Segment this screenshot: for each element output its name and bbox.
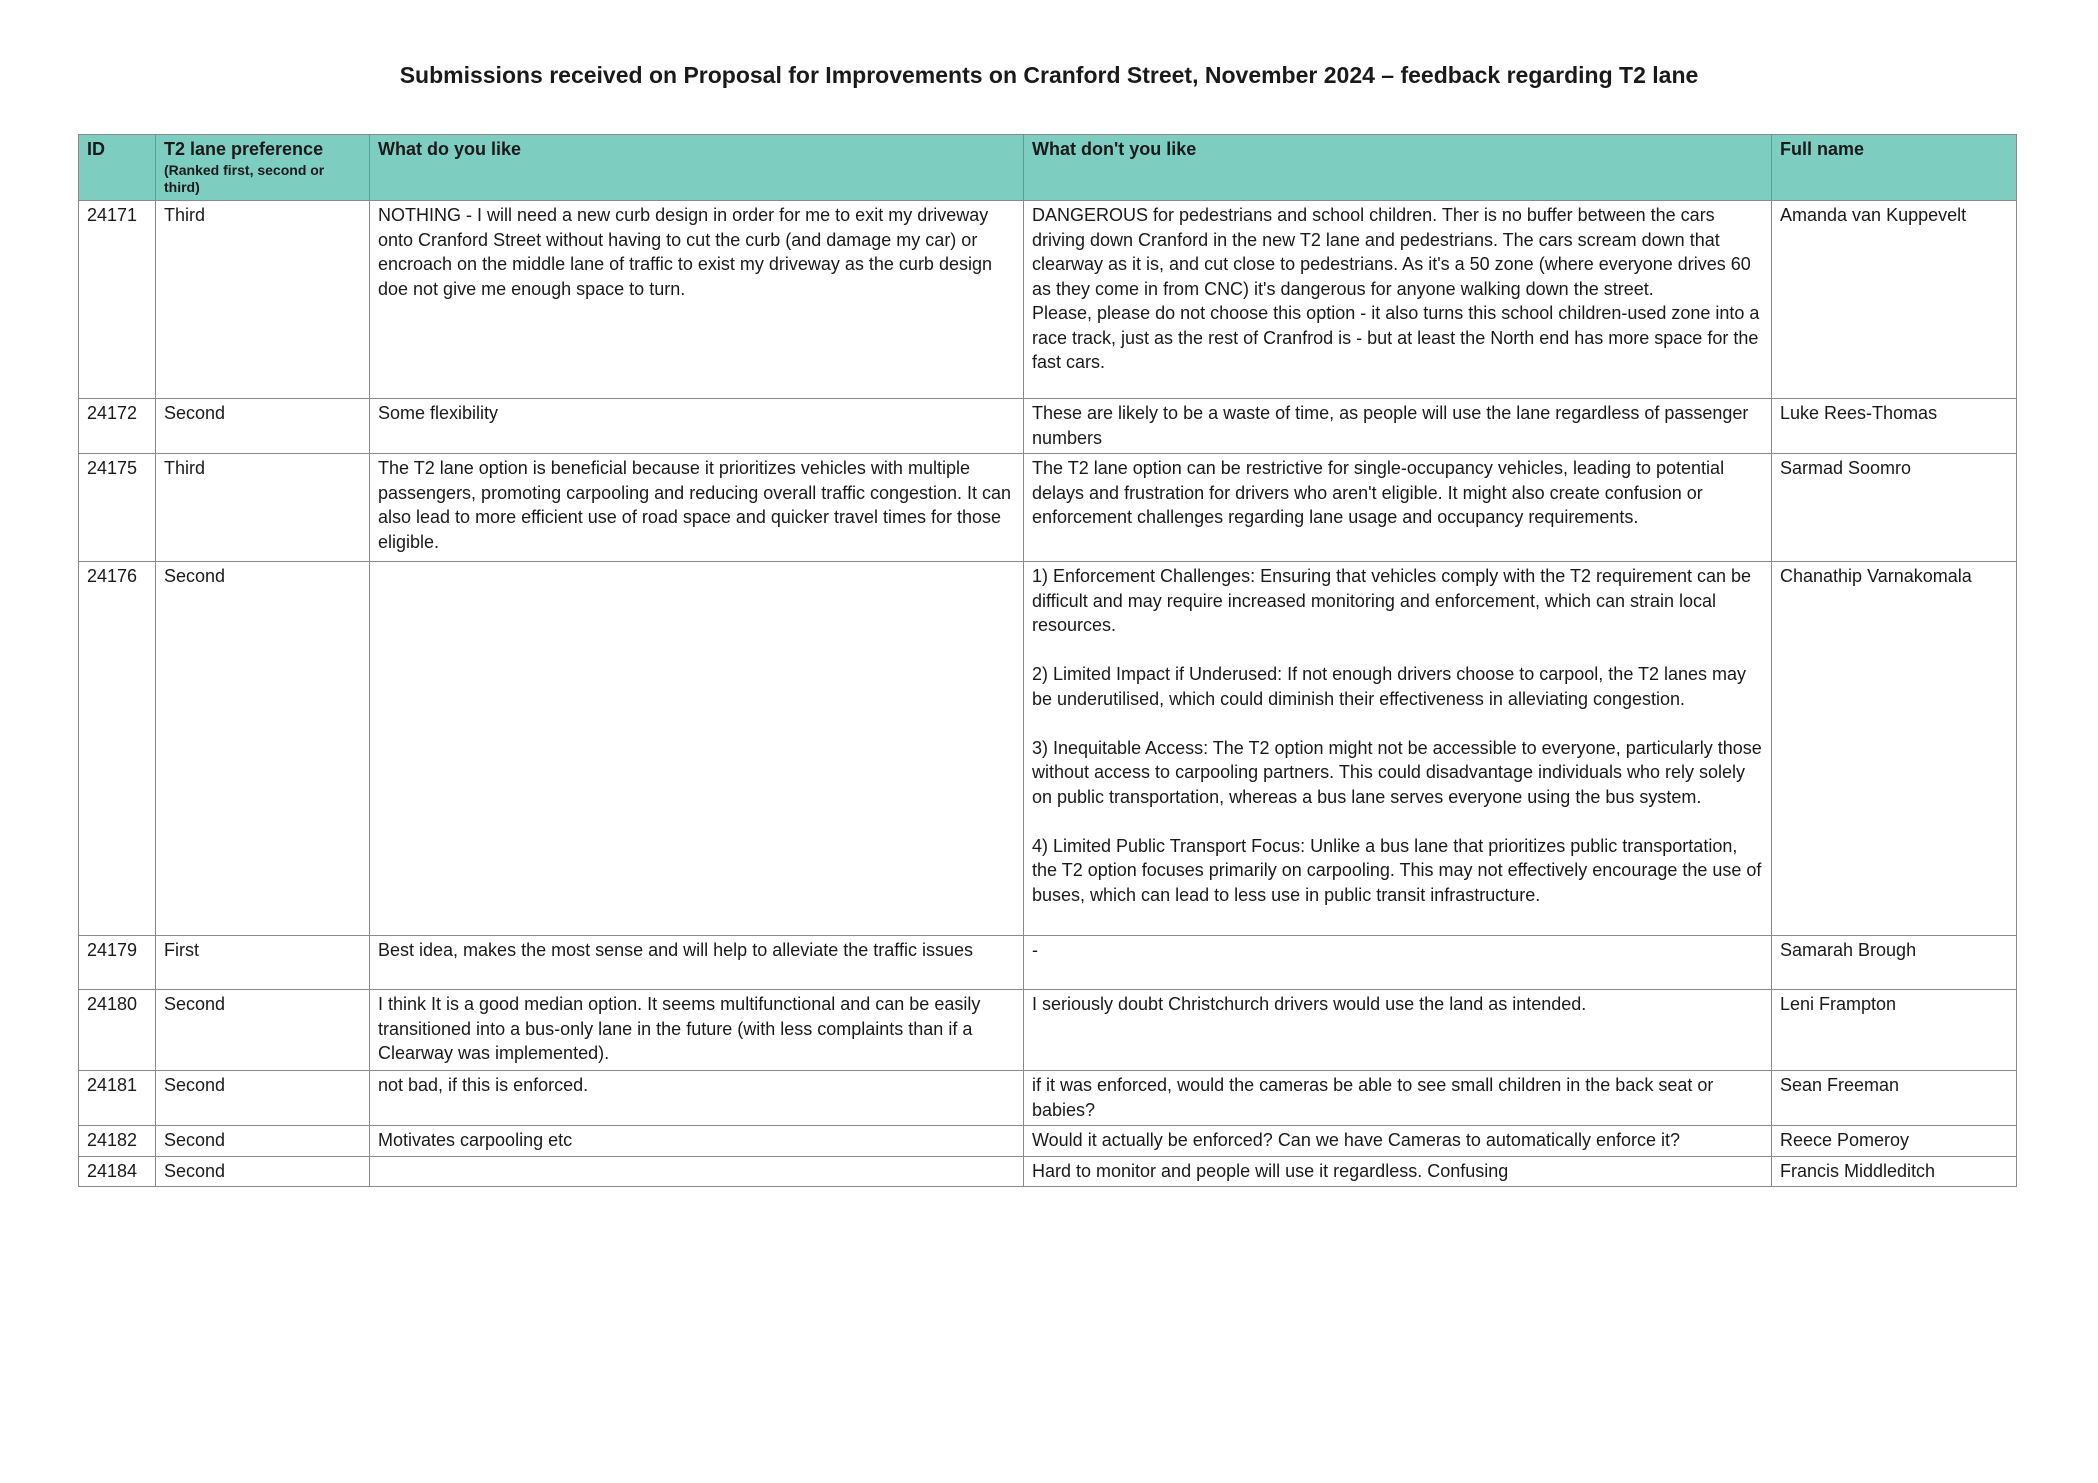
cell-dislike: [1024, 1156, 1772, 1187]
dislike-paragraph: 1) Enforcement Challenges: Ensuring that vehicles comply with the T2 requirement can be difficult and may require increased monitoring and enforcement, which can strain local resources.: [1032, 566, 1752, 635]
cell-preference: Third: [156, 201, 370, 399]
header-like: What do you like: [370, 135, 1024, 201]
cell-preference: Second: [156, 1156, 370, 1187]
cell-id: 24172: [79, 399, 156, 454]
cell-name: Sarmad Soomro: [1772, 454, 2017, 562]
table-row: [79, 1071, 2017, 1126]
table-row: [79, 562, 2017, 936]
dislike-paragraph: if it was enforced, would the cameras be able to see small children in the back seat or babies?: [1032, 1075, 1714, 1120]
dislike-paragraph: These are likely to be a waste of time, as people will use the lane regardless of passenger numbers: [1032, 403, 1749, 448]
header-name: Full name: [1772, 135, 2017, 201]
table-row: [79, 936, 2017, 990]
header-preference: [156, 135, 370, 201]
cell-name: Luke Rees-Thomas: [1772, 399, 2017, 454]
cell-name: Samarah Brough: [1772, 936, 2017, 990]
header-id: ID: [79, 135, 156, 201]
cell-name: Sean Freeman: [1772, 1071, 2017, 1126]
cell-name: Leni Frampton: [1772, 990, 2017, 1071]
cell-id: 24175: [79, 454, 156, 562]
cell-name: Amanda van Kuppevelt: [1772, 201, 2017, 399]
cell-id: 24176: [79, 562, 156, 936]
submissions-table: [78, 134, 2017, 1187]
cell-like: Motivates carpooling etc: [370, 1126, 1024, 1157]
cell-preference: Second: [156, 562, 370, 936]
header-dislike: What don't you like: [1024, 135, 1772, 201]
table-row: [79, 399, 2017, 454]
cell-like: not bad, if this is enforced.: [370, 1071, 1024, 1126]
cell-dislike: [1024, 201, 1772, 399]
cell-like: I think It is a good median option. It seems multifunctional and can be easily transitioned into a bus-only lane in the future (with less complaints than if a Clearway was implemented).: [370, 990, 1024, 1071]
cell-name: Chanathip Varnakomala: [1772, 562, 2017, 936]
dislike-paragraph: 4) Limited Public Transport Focus: Unlike a bus lane that prioritizes public transportation, the T2 option focuses primarily on carpooling. This may not effectively encourage the use of buses, which can lead to less use in public transit infrastructure.: [1032, 835, 1762, 905]
cell-id: 24180: [79, 990, 156, 1071]
cell-dislike: [1024, 990, 1772, 1071]
table-row: [79, 990, 2017, 1071]
header-preference-note: (Ranked first, second or third): [164, 161, 325, 195]
cell-dislike: [1024, 399, 1772, 454]
cell-dislike: [1024, 936, 1772, 990]
table-row: [79, 1156, 2017, 1187]
cell-id: 24182: [79, 1126, 156, 1157]
cell-like: Best idea, makes the most sense and will help to alleviate the traffic issues: [370, 936, 1024, 990]
dislike-paragraph: I seriously doubt Christchurch drivers would use the land as intended.: [1032, 994, 1587, 1014]
dislike-paragraph: 3) Inequitable Access: The T2 option might not be accessible to everyone, particularly those without access to carpooling partners. This could disadvantage individuals who rely solely on public transportation, whereas a bus lane serves everyone using the bus system.: [1032, 737, 1762, 807]
table-body: [79, 201, 2017, 1187]
cell-id: 24184: [79, 1156, 156, 1187]
cell-preference: Second: [156, 1071, 370, 1126]
cell-preference: First: [156, 936, 370, 990]
page-title: Submissions received on Proposal for Improvements on Cranford Street, November 2024 – feedback regarding T2 lane: [399, 62, 1699, 88]
cell-like: The T2 lane option is beneficial because it prioritizes vehicles with multiple passengers, promoting carpooling and reducing overall traffic congestion. It can also lead to more efficient use of road space and quicker travel times for those eligible.: [370, 454, 1024, 562]
table-header-row: [79, 135, 2017, 201]
dislike-paragraph: 2) Limited Impact if Underused: If not enough drivers choose to carpool, the T2 lanes may be underutilised, which could diminish their effectiveness in alleviating congestion.: [1032, 664, 1747, 709]
table-row: [79, 1126, 2017, 1157]
table-row: [79, 454, 2017, 562]
cell-name: Francis Middleditch: [1772, 1156, 2017, 1187]
cell-id: 24171: [79, 201, 156, 399]
dislike-paragraph: DANGEROUS for pedestrians and school children. Ther is no buffer between the cars driving down Cranford in the new T2 lane and pedestrians. The cars scream down that clearway as it is, and cut close to pedestrians. As it's a 50 zone (where everyone drives 60 as they come in from CNC) it's dangerous for anyone walking down the street.: [1032, 205, 1751, 299]
table-header: [79, 135, 2017, 201]
cell-like: [370, 562, 1024, 936]
cell-dislike: [1024, 454, 1772, 562]
dislike-paragraph: Hard to monitor and people will use it regardless. Confusing: [1032, 1160, 1509, 1181]
cell-name: Reece Pomeroy: [1772, 1126, 2017, 1157]
cell-id: 24179: [79, 936, 156, 990]
dislike-paragraph: -: [1032, 940, 1038, 960]
cell-preference: Second: [156, 990, 370, 1071]
dislike-paragraph: Would it actually be enforced? Can we have Cameras to automatically enforce it?: [1032, 1130, 1681, 1150]
cell-dislike: [1024, 1126, 1772, 1157]
cell-like: [370, 1156, 1024, 1187]
cell-like: NOTHING - I will need a new curb design in order for me to exit my driveway onto Cranford Street without having to cut the curb (and damage my car) or encroach on the middle lane of traffic to exist my driveway as the curb design doe not give me enough space to turn.: [370, 201, 1024, 399]
dislike-paragraph: The T2 lane option can be restrictive for single-occupancy vehicles, leading to potential delays and frustration for drivers who aren't eligible. It might also create confusion or enforcement challenges regarding lane usage and occupancy requirements.: [1032, 458, 1725, 527]
cell-preference: Second: [156, 399, 370, 454]
cell-preference: Third: [156, 454, 370, 562]
table-row: [79, 201, 2017, 399]
cell-preference: Second: [156, 1126, 370, 1157]
header-preference-label: T2 lane preference: [164, 139, 324, 159]
dislike-paragraph: Please, please do not choose this option - it also turns this school children-used zone into a race track, just as the rest of Cranfrod is - but at least the North end has more space for the fast cars.: [1032, 303, 1760, 372]
cell-dislike: [1024, 1071, 1772, 1126]
cell-dislike: [1024, 562, 1772, 936]
cell-like: Some flexibility: [370, 399, 1024, 454]
cell-id: 24181: [79, 1071, 156, 1126]
